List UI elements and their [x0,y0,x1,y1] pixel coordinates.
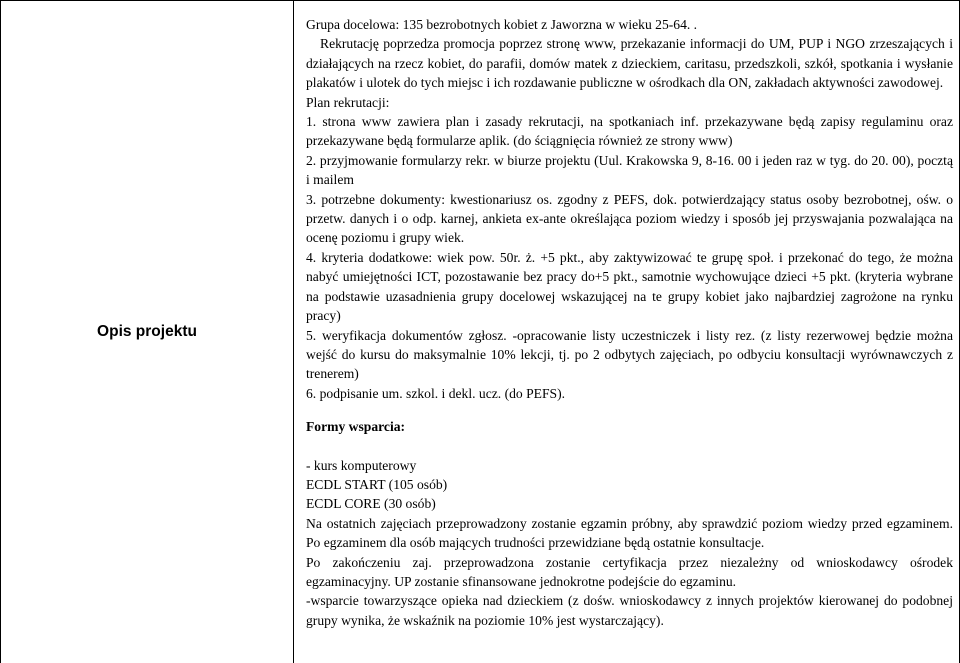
spacer [306,403,953,417]
plan-item-4: 4. kryteria dodatkowe: wiek pow. 50r. ż. +5 pkt., aby zaktywizować te grupę społ. i przekonać do tego, że można nabyć umiejętności ICT, pozostawanie bez pracy do+5 pkt., samotnie wychowujące dzieci +5 pkt. (kryteria wybrane na podstawie uzasadnienia grupy docelowej wskazującej na te grupy kobiet jako najbardziej zagrożone na rynku pracy) [306,249,953,324]
plan-item-5: 5. weryfikacja dokumentów zgłosz. -opracowanie listy uczestniczek i listy rez. (z listy rezerwowej będzie można wejść do kursu do maksymalnie 10% lekcji, tj. po 2 odbytych zajęciach, po odbyciu konsultacji wyrównawczych z trenerem) [306,327,953,382]
label-cell [1,1,294,663]
target-group-text: Grupa docelowa: 135 bezrobotnych kobiet z Jaworzna w wieku 25-64. . [306,17,698,32]
plan-item-1: 1. strona www zawiera plan i zasady rekrutacji, na spotkaniach inf. przekazywane będą zapisy regulaminu oraz przekazywane będą formularze aplik. (do ściągnięcia również ze strony www) [306,114,953,149]
plan-item-2: 2. przyjmowanie formularzy rekr. w biurze projektu (Uul. Krakowska 9, 8-16. 00 i jeden raz w tyg. do 20. 00), pocztą i mailem [306,152,953,188]
plan-item-3: 3. potrzebne dokumenty: kwestionariusz os. zgodny z PEFS, dok. potwierdzający status osoby bezrobotnej, ośw. o przetw. danych i o odp. karnej, ankieta ex-ante określająca poziom wiedzy i sposób jej przyswajania pozwalająca na ocenę poziomu i grupy wiek. [306,191,953,246]
row-label: Opis projektu [97,323,197,340]
spacer [306,437,953,456]
plan-item-6: 6. podpisanie um. szkol. i dekl. ucz. (do PEFS). [306,385,566,401]
content-cell [294,1,960,663]
support-line-2: ECDL START (105 osób) [306,476,448,492]
support-line-1: - kurs komputerowy [306,457,417,473]
support-line-6: -wsparcie towarzyszące opieka nad dzieckiem (z dośw. wnioskodawcy z innych projektów kierowanej do podobnej grupy wynika, że wskaźnik na poziomie 10% jest wystarczający). [306,593,953,628]
project-content [306,1,953,630]
support-line-3: ECDL CORE (30 osób) [306,496,436,512]
support-line-4: Na ostatnich zajęciach przeprowadzony zostanie egzamin próbny, aby sprawdzić poziom wiedzy przed egzaminem. Po egzaminem dla osób mających trudności przewidziane będą ostatnie konsultacje. [306,515,953,551]
plan-heading: Plan rekrutacji: [306,94,390,110]
recruitment-promo-text: Rekrutację poprzedza promocja poprzez stronę www, przekazanie informacji do UM, PUP i NGO zrzeszających i działających na rzecz kobiet, do parafii, domów matek z dzieckiem, caritasu, przedszkoli, szkół, spotkania i wysłanie plakatów i ulotek do tych miejsc i ich rozdawanie publiczne w ośrodkach dla ON, zakładach aktywności zawodowej. [306,36,953,91]
support-heading: Formy wsparcia: [306,419,406,435]
support-line-5: Po zakończeniu zaj. przeprowadzona zostanie certyfikacja przez niezależny od wnioskodawcy ośrodek egzaminacyjny. UP zostanie sfinansowane jednokrotne podejście do egzaminu. [306,554,953,589]
table-row [1,1,960,663]
